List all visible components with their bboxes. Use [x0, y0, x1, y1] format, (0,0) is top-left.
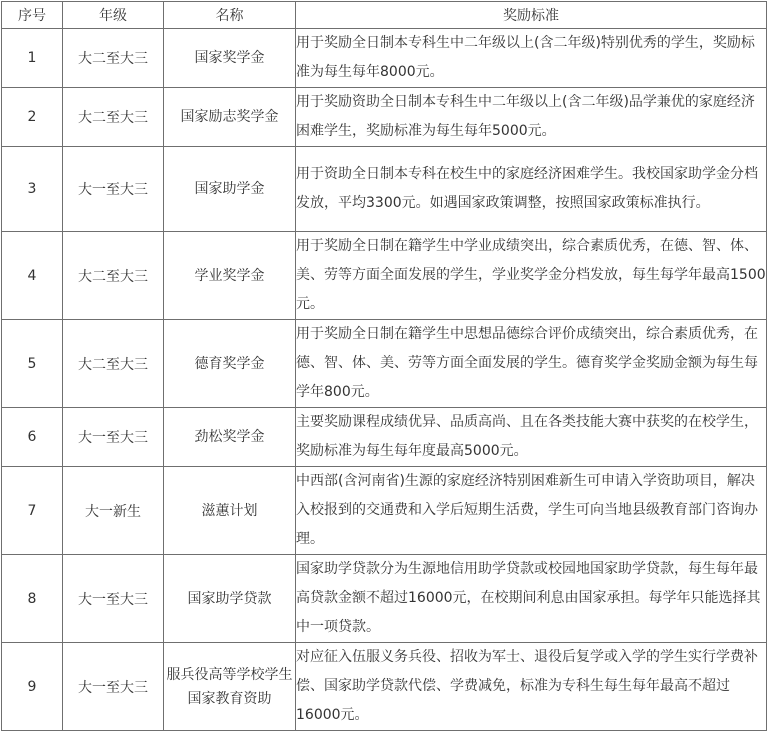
cell-name: 滋蕙计划	[164, 467, 296, 555]
cell-name: 学业奖学金	[164, 232, 296, 320]
header-standard: 奖励标准	[296, 2, 767, 29]
cell-grade: 大一新生	[63, 467, 164, 555]
table-row	[2, 643, 767, 731]
table-row	[2, 467, 767, 555]
cell-name: 国家助学贷款	[164, 555, 296, 643]
cell-index: 3	[2, 147, 63, 232]
cell-name: 国家助学金	[164, 147, 296, 232]
cell-grade: 大二至大三	[63, 232, 164, 320]
cell-grade: 大一至大三	[63, 643, 164, 731]
table-row	[2, 147, 767, 232]
table-row	[2, 88, 767, 147]
cell-index: 1	[2, 29, 63, 88]
cell-grade: 大一至大三	[63, 147, 164, 232]
cell-grade: 大二至大三	[63, 320, 164, 408]
cell-standard: 主要奖励课程成绩优异、品质高尚、且在各类技能大赛中获奖的在校学生，奖励标准为每生每年度最高5000元。	[296, 408, 767, 467]
table-row	[2, 555, 767, 643]
cell-standard: 用于资助全日制本专科在校生中的家庭经济困难学生。我校国家助学金分档发放，平均3300元。如遇国家政策调整，按照国家政策标准执行。	[296, 147, 767, 232]
cell-index: 9	[2, 643, 63, 731]
header-row	[2, 2, 767, 29]
cell-standard: 对应征入伍服义务兵役、招收为军士、退役后复学或入学的学生实行学费补偿、国家助学贷款代偿、学费减免，标准为专科生每生每年最高不超过16000元。	[296, 643, 767, 731]
table-row	[2, 320, 767, 408]
cell-name: 德育奖学金	[164, 320, 296, 408]
cell-standard: 用于奖励全日制本专科生中二年级以上(含二年级)特别优秀的学生，奖励标准为每生每年8000元。	[296, 29, 767, 88]
cell-index: 2	[2, 88, 63, 147]
cell-standard: 用于奖励全日制在籍学生中学业成绩突出，综合素质优秀，在德、智、体、美、劳等方面全面发展的学生，学业奖学金分档发放，每生每学年最高1500元。	[296, 232, 767, 320]
header-grade: 年级	[63, 2, 164, 29]
cell-name: 劲松奖学金	[164, 408, 296, 467]
cell-standard: 国家助学贷款分为生源地信用助学贷款或校园地国家助学贷款，每生每年最高贷款金额不超过16000元，在校期间利息由国家承担。每学年只能选择其中一项贷款。	[296, 555, 767, 643]
cell-index: 6	[2, 408, 63, 467]
cell-grade: 大二至大三	[63, 29, 164, 88]
cell-grade: 大一至大三	[63, 408, 164, 467]
cell-index: 5	[2, 320, 63, 408]
cell-standard: 中西部(含河南省)生源的家庭经济特别困难新生可申请入学资助项目，解决入校报到的交通费和入学后短期生活费，学生可向当地县级教育部门咨询办理。	[296, 467, 767, 555]
cell-index: 4	[2, 232, 63, 320]
cell-name: 服兵役高等学校学生国家教育资助	[164, 643, 296, 731]
cell-index: 7	[2, 467, 63, 555]
header-name: 名称	[164, 2, 296, 29]
cell-grade: 大一至大三	[63, 555, 164, 643]
table-row	[2, 232, 767, 320]
cell-name: 国家励志奖学金	[164, 88, 296, 147]
table-row	[2, 29, 767, 88]
cell-standard: 用于奖励资助全日制本专科生中二年级以上(含二年级)品学兼优的家庭经济困难学生，奖励标准为每生每年5000元。	[296, 88, 767, 147]
cell-index: 8	[2, 555, 63, 643]
table-row	[2, 408, 767, 467]
header-index: 序号	[2, 2, 63, 29]
cell-grade: 大二至大三	[63, 88, 164, 147]
scholarship-table	[1, 1, 767, 731]
cell-standard: 用于奖励全日制在籍学生中思想品德综合评价成绩突出，综合素质优秀，在德、智、体、美、劳等方面全面发展的学生。德育奖学金奖励金额为每生每学年800元。	[296, 320, 767, 408]
cell-name: 国家奖学金	[164, 29, 296, 88]
